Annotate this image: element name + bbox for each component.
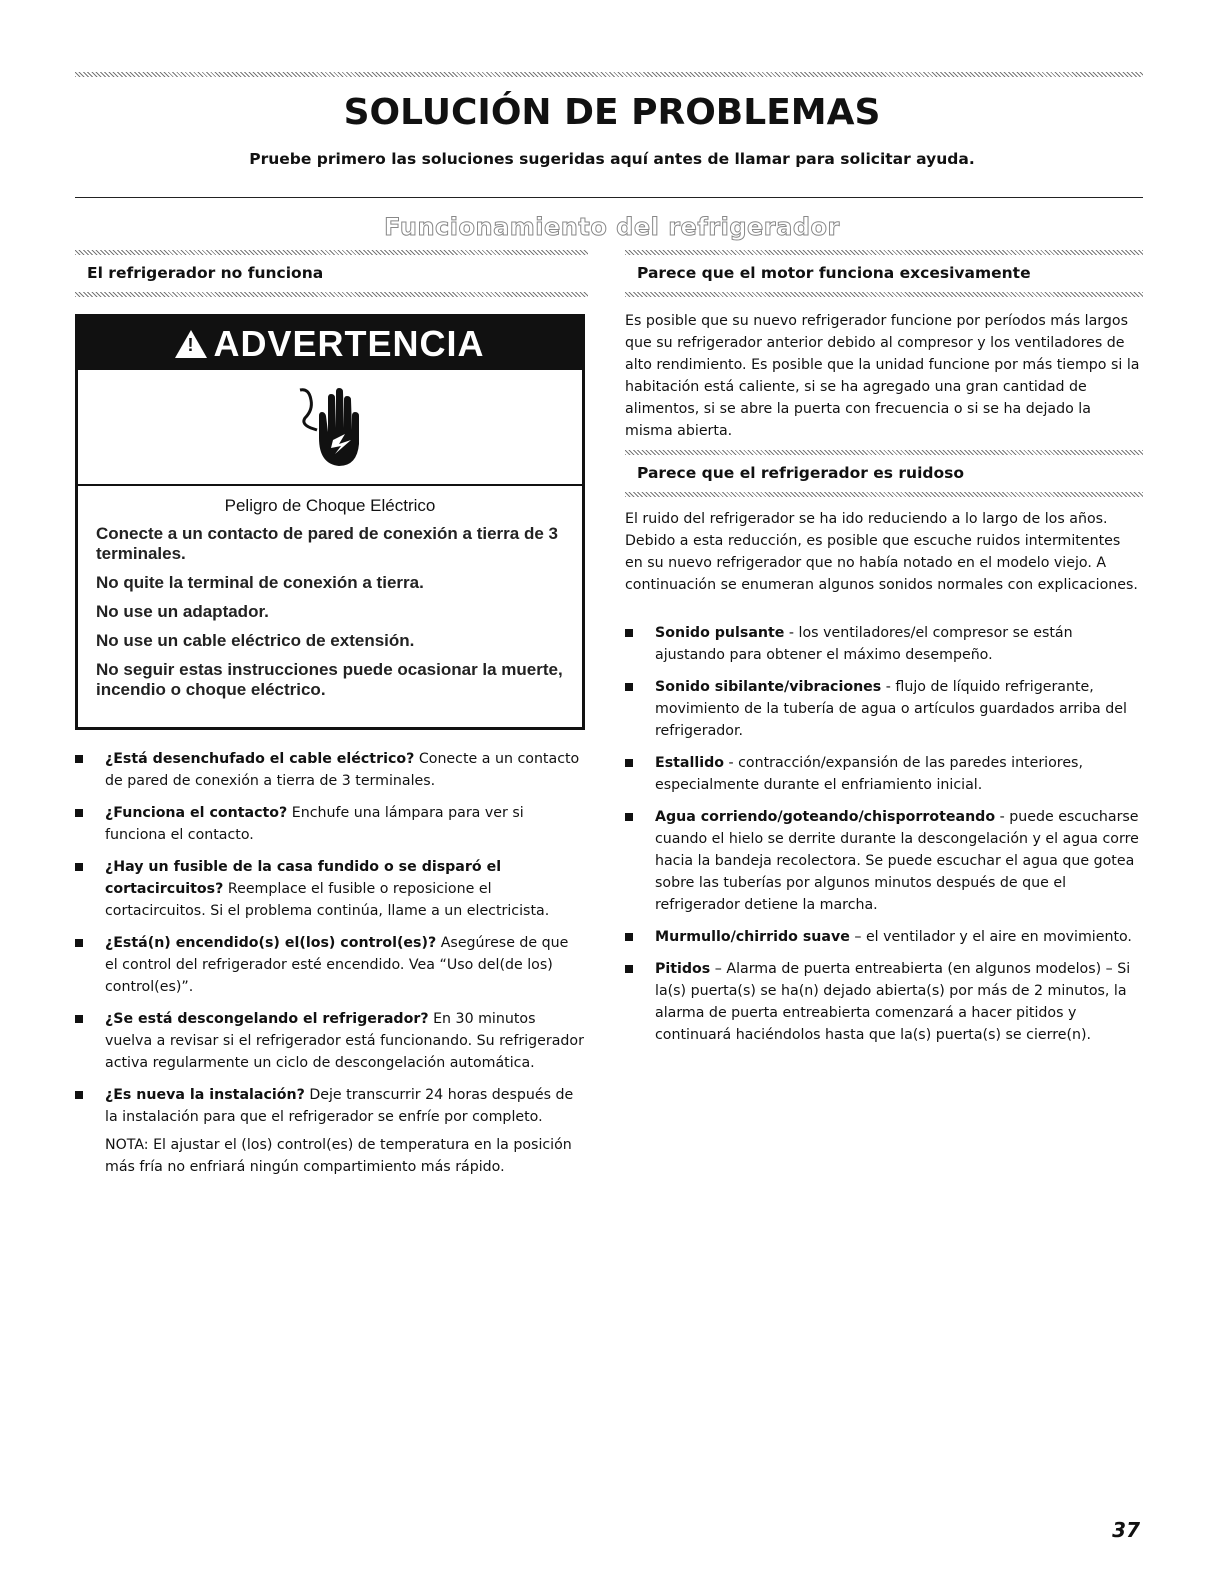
right-heading-block — [625, 250, 1143, 288]
right-heading-2: Parece que el refrigerador es ruidoso — [637, 464, 965, 482]
item-question: ¿Hay un fusible de la casa fundido o se disparó el cortacircuitos? — [105, 859, 502, 897]
page-title: SOLUCIÓN DE PROBLEMAS — [343, 92, 881, 133]
item-text: Enchufe una lámpara para ver si funciona el contacto. — [105, 805, 524, 843]
item-question: ¿Se está descongelando el refrigerador? — [105, 1011, 429, 1027]
list-item — [75, 932, 585, 998]
right-column — [625, 250, 1143, 1043]
sound-name: Sonido sibilante/vibraciones — [655, 679, 882, 695]
item-question: ¿Funciona el contacto? — [105, 805, 288, 821]
sound-name: Murmullo/chirrido suave — [655, 929, 850, 945]
sound-name: Pitidos — [655, 961, 711, 977]
right-heading-1: Parece que el motor funciona excesivamente — [637, 264, 1031, 282]
warning-header — [78, 317, 582, 370]
sound-list — [625, 622, 1143, 1056]
note: NOTA: El ajustar el (los) control(es) de temperatura en la posición más fría no enfriará ningún compartimiento más rápido. — [105, 1137, 572, 1175]
top-hatched-rule — [75, 72, 1143, 77]
list-item — [625, 676, 1143, 742]
warning-line: No use un adaptador. — [96, 602, 269, 621]
motor-paragraph: Es posible que su nuevo refrigerador funcione por períodos más largos que su refrigerador anterior debido al compresor y los ventiladores de alto rendimiento. Es posible que la unidad funcione por más tiempo si la habitación está caliente, si se ha agregado una gran cantidad de alimentos, si se abre la puerta con frecuencia o si se ha dejado la misma abierta. — [625, 313, 1140, 439]
list-item — [625, 958, 1143, 1046]
sound-text: - los ventiladores/el compresor se están ajustando para obtener el máximo desempeño. — [655, 625, 1073, 663]
list-item — [75, 856, 585, 922]
sound-text: – Alarma de puerta entreabierta (en algunos modelos) – Si la(s) puerta(s) se ha(n) dejado abierta(s) por más de 2 minutos, la alarma de puerta entreabierta comenzará a hacer pitidos y continuará haciéndolos hasta que la(s) puerta(s) se cierre(n). — [655, 961, 1131, 1043]
warning-text — [78, 486, 582, 700]
sound-name: Agua corriendo/goteando/chisporroteando — [655, 809, 996, 825]
warning-line: No quite la terminal de conexión a tierra. — [96, 573, 424, 592]
list-item — [625, 926, 1143, 948]
hatched-rule — [625, 492, 1143, 497]
left-heading-block — [75, 250, 588, 288]
item-text: Asegúrese de que el control del refrigerador esté encendido. Vea “Uso del(de los) control(es)”. — [105, 935, 569, 995]
warning-box — [75, 314, 585, 730]
item-question: ¿Está desenchufado el cable eléctrico? — [105, 751, 415, 767]
sound-text: - contracción/expansión de las paredes interiores, especialmente durante el enfriamiento inicial. — [655, 755, 1083, 793]
warning-triangle-icon: ! — [175, 330, 207, 358]
hatched-rule — [75, 292, 588, 297]
warning-line: No seguir estas instrucciones puede ocasionar la muerte, incendio o choque eléctrico. — [96, 660, 563, 699]
item-text: Reemplace el fusible o reposicione el cortacircuitos. Si el problema continúa, llame a un electricista. — [105, 881, 550, 919]
item-question: ¿Es nueva la instalación? — [105, 1087, 305, 1103]
left-column — [75, 250, 588, 1175]
divider — [75, 197, 1143, 198]
hatched-rule — [625, 292, 1143, 297]
warning-label: ADVERTENCIA — [213, 322, 485, 364]
item-text: Conecte a un contacto de pared de conexión a tierra de 3 terminales. — [105, 751, 580, 789]
item-question: ¿Está(n) encendido(s) el(los) control(es)? — [105, 935, 437, 951]
list-item — [75, 802, 585, 846]
right-heading-block-2 — [625, 450, 1143, 488]
item-text: Deje transcurrir 24 horas después de la instalación para que el refrigerador se enfríe por completo. — [105, 1087, 574, 1125]
list-item — [75, 1084, 585, 1128]
hazard-name: Peligro de Choque Eléctrico — [224, 496, 436, 515]
sound-name: Estallido — [655, 755, 724, 771]
page-subtitle: Pruebe primero las soluciones sugeridas aquí antes de llamar para solicitar ayuda. — [249, 150, 975, 168]
sound-text: – el ventilador y el aire en movimiento. — [849, 929, 1132, 945]
hatched-rule — [75, 250, 588, 255]
hatched-rule — [625, 450, 1143, 455]
item-text: En 30 minutos vuelva a revisar si el refrigerador está funcionando. Su refrigerador activa regularmente un ciclo de descongelación automática. — [105, 1011, 584, 1071]
page-number: 37 — [1112, 1518, 1140, 1542]
sound-text: - flujo de líquido refrigerante, movimiento de la tubería de agua o artículos guardados arriba del refrigerador. — [655, 679, 1127, 739]
list-item — [75, 1008, 585, 1074]
noise-paragraph: El ruido del refrigerador se ha ido reduciendo a lo largo de los años. Debido a esta reducción, es posible que escuche ruidos intermitentes en su nuevo refrigerador que no había notado en el modelo viejo. A continuación se enumeran algunos sonidos normales con explicaciones. — [625, 511, 1138, 593]
list-item — [625, 806, 1143, 916]
sound-name: Sonido pulsante — [655, 625, 785, 641]
list-item — [625, 622, 1143, 666]
warning-line: Conecte a un contacto de pared de conexión a tierra de 3 terminales. — [96, 524, 558, 563]
hatched-rule — [625, 250, 1143, 255]
warning-line: No use un cable eléctrico de extensión. — [96, 631, 415, 650]
electric-shock-hand-icon — [78, 370, 582, 486]
list-item — [625, 752, 1143, 796]
left-heading: El refrigerador no funciona — [87, 264, 324, 282]
left-checklist — [75, 748, 585, 1138]
sound-text: - puede escucharse cuando el hielo se derrite durante la descongelación y el agua corre hacia la bandeja recolectora. Se puede escuchar el agua que gotea sobre las tuberías por algunos minutos después de que el refrigerador detiene la marcha. — [655, 809, 1139, 913]
list-item — [75, 748, 585, 792]
section-title: Funcionamiento del refrigerador — [384, 213, 840, 241]
